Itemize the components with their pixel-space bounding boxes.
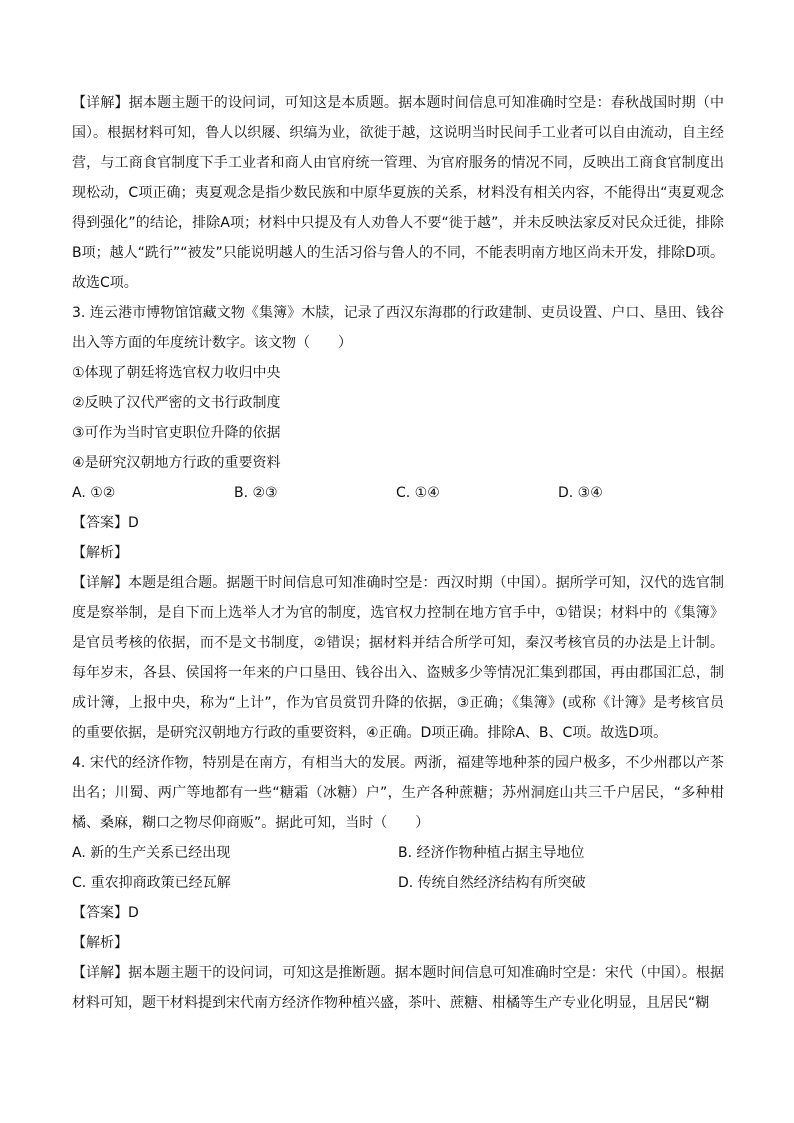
q4-option-c: C. 重农抑商政策已经瓦解 [72,875,231,891]
q3-analysis-label: 【解析】 [72,545,128,561]
q3-option-b: B. ②③ [234,485,278,501]
q3-answer: 【答案】D [72,515,139,531]
q4-option-b: B. 经济作物种植占据主导地位 [398,845,585,861]
q4-options-row-2 [72,868,724,898]
q4-answer: 【答案】D [72,905,139,921]
q3-item-1: ①体现了朝廷将选官权力收归中央 [72,365,281,381]
q4-options-row-1 [72,838,724,868]
q4-option-a: A. 新的生产关系已经出现 [72,845,231,861]
q3-item-4: ④是研究汉朝地方行政的重要资料 [72,455,281,471]
q3-stem: 3. 连云港市博物馆馆藏文物《集簿》木牍，记录了西汉东海郡的行政建制、吏员设置、户口、垦田、钱谷出入等方面的年度统计数字。该文物（ ） [72,305,724,351]
document-page [72,88,724,1018]
q3-item-3: ③可作为当时官吏职位升降的依据 [72,425,281,441]
q3-item-2: ②反映了汉代严密的文书行政制度 [72,395,281,411]
q3-option-d: D. ③④ [558,485,603,501]
q4-option-d: D. 传统自然经济结构有所突破 [398,875,586,891]
q3-options [72,478,724,508]
q3-detail-paragraph: 【详解】本题是组合题。据题干时间信息可知准确时空是：西汉时期（中国）。据所学可知，汉代的选官制度是察举制，是自下而上选举人才为官的制度，选官权力控制在地方官手中，①错误；材料中的《集簿》是官员考核的依据，而不是文书制度，②错误；据材料并结合所学可知，秦汉考核官员的办法是上计制。每年岁末，各县、侯国将一年来的户口垦田、钱谷出入、盗贼多少等情况汇集到郡国，再由郡国汇总，制成计簿，上报中央，称为“上计”，作为官员赏罚升降的依据，③正确；《集簿》(或称《计簿》是考核官员的重要依据，是研究汉朝地方行政的重要资料，④正确。D项正确。排除A、B、C项。故选D项。 [72,575,724,741]
q3-option-c: C. ①④ [396,485,440,501]
q4-stem: 4. 宋代的经济作物，特别是在南方，有相当大的发展。两浙，福建等地种茶的园户极多，不少州郡以产茶出名；川蜀、两广等地都有一些“糖霜（冰糖）户”，生产各种蔗糖；苏州洞庭山共三千户居民，“多种柑橘、桑麻，糊口之物尽仰商贩”。据此可知，当时（ ） [72,755,724,831]
q2-detail-paragraph: 【详解】据本题主题干的设问词，可知这是本质题。据本题时间信息可知准确时空是：春秋战国时期（中国）。根据材料可知，鲁人以织屦、织缟为业，欲徙于越，这说明当时民间手工业者可以自由流动，自主经营，与工商食官制度下手工业者和商人由官府统一管理、为官府服务的情况不同，反映出工商食官制度出现松动，C项正确；夷夏观念是指少数民族和中原华夏族的关系，材料没有相关内容，不能得出“夷夏观念得到强化”的结论，排除A项；材料中只提及有人劝鲁人不要“徙于越”，并未反映法家反对民众迁徙，排除B项；越人“跣行”“被发”只能说明越人的生活习俗与鲁人的不同，不能表明南方地区尚未开发，排除D项。故选C项。 [72,95,724,291]
q4-analysis-label: 【解析】 [72,935,128,951]
q4-detail-paragraph: 【详解】据本题主题干的设问词，可知这是推断题。据本题时间信息可知准确时空是：宋代（中国）。根据材料可知，题干材料提到宋代南方经济作物种植兴盛，茶叶、蔗糖、柑橘等生产专业化明显，且居民“糊 [72,965,724,1011]
q3-option-a: A. ①② [72,485,116,501]
